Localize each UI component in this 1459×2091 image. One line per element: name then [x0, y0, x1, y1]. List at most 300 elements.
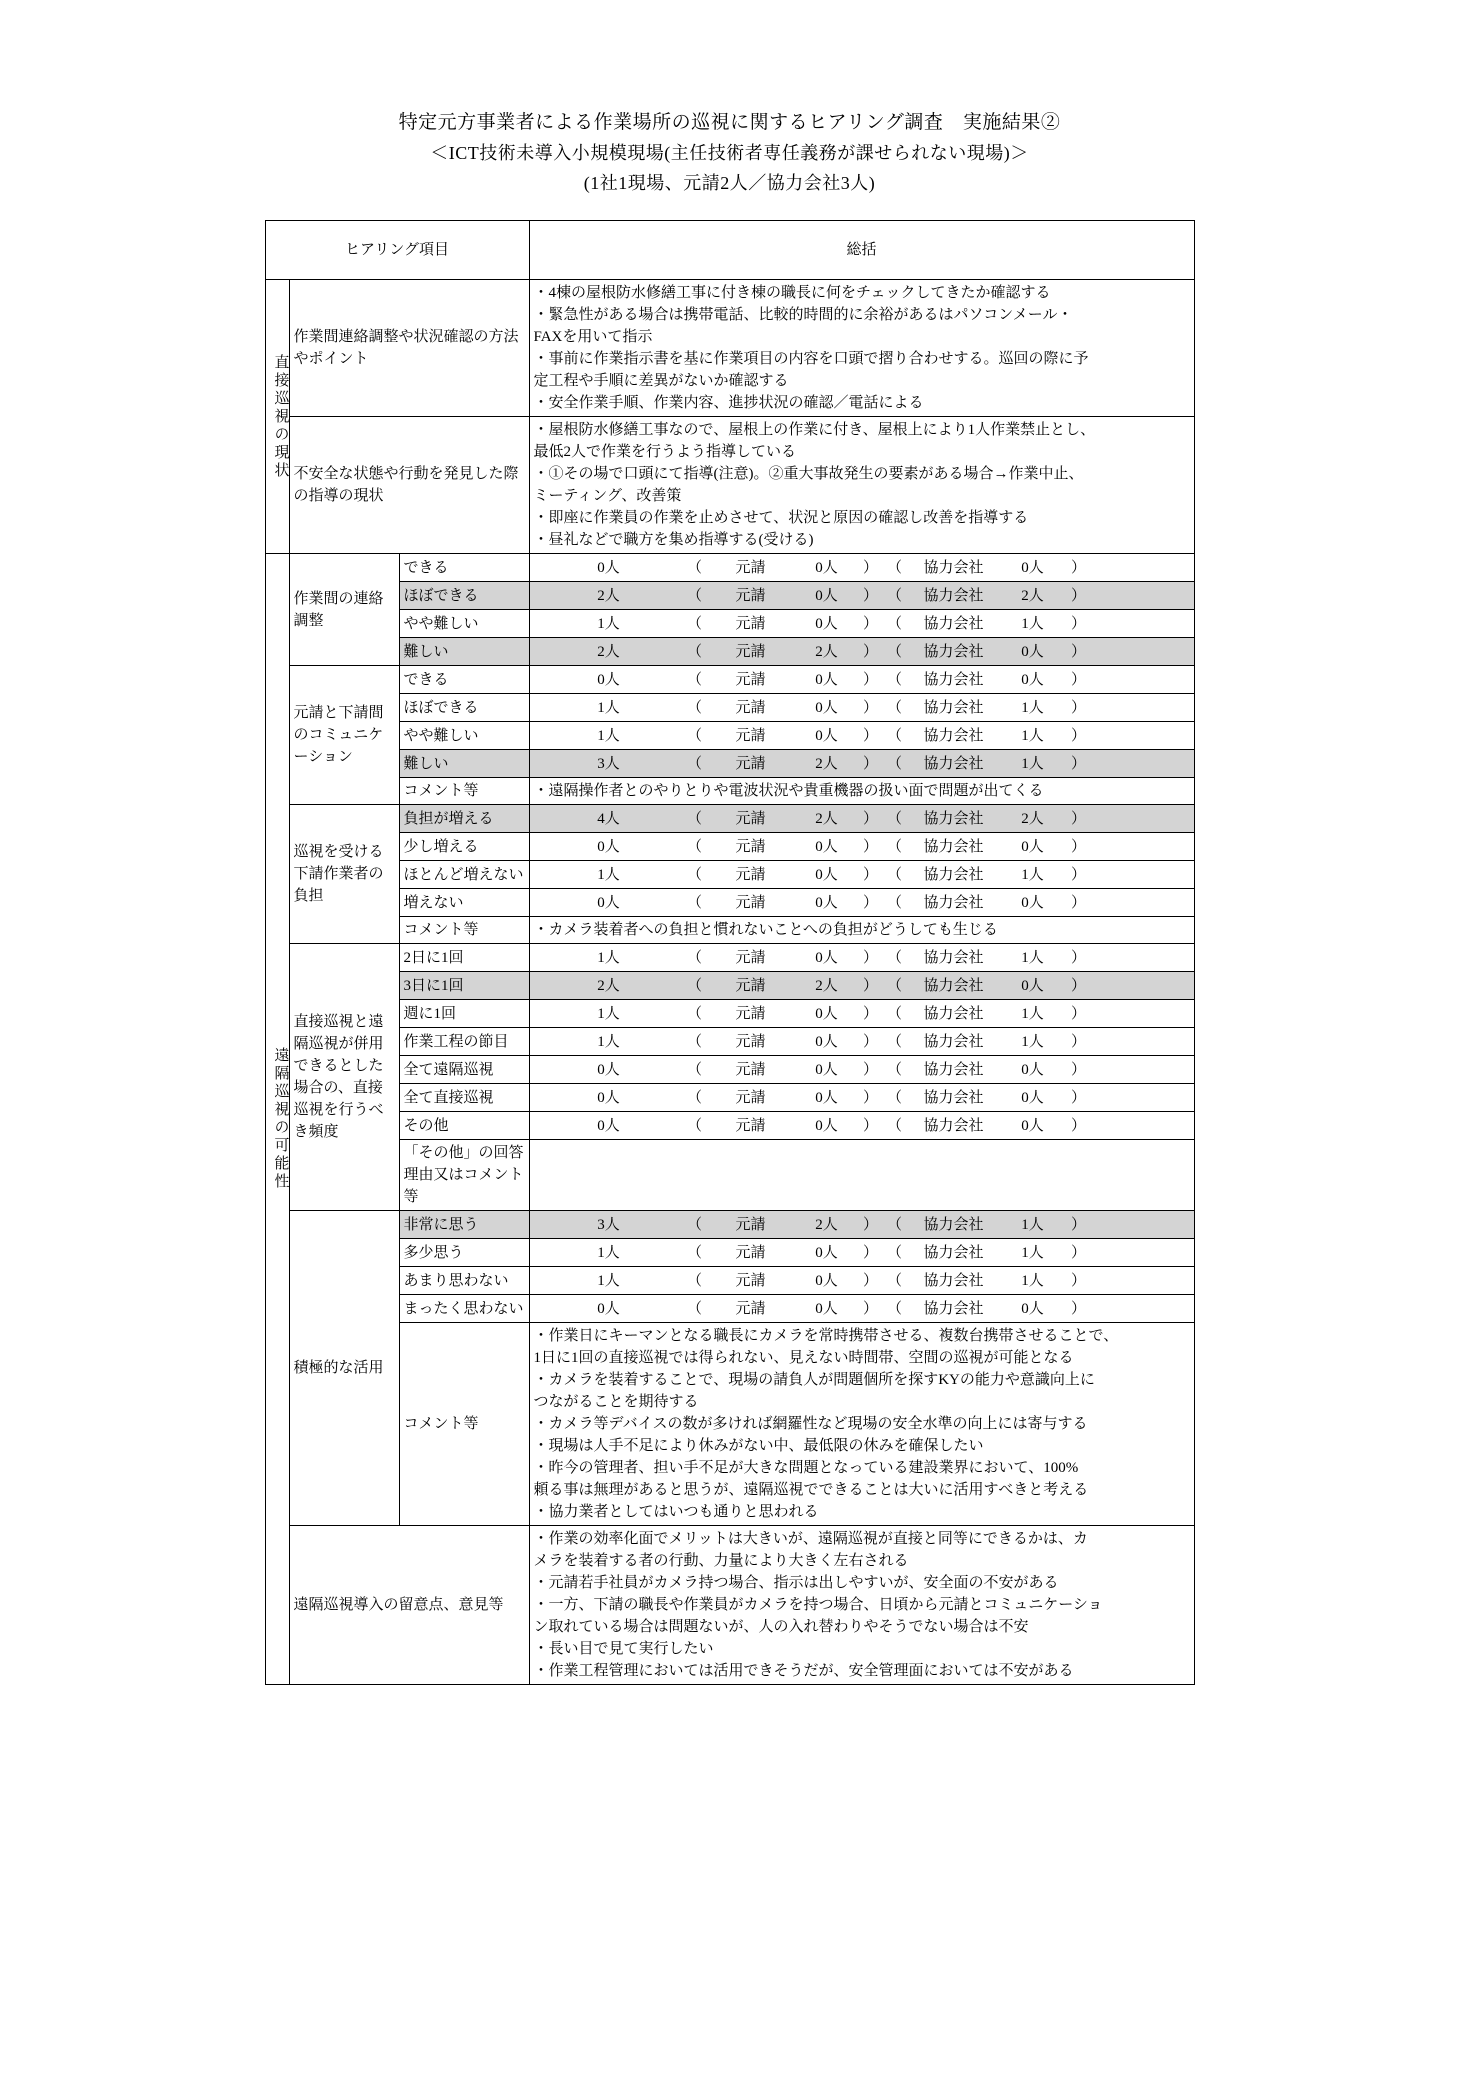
prime-contractor-label: 元請: [735, 1005, 766, 1022]
answer-row: [265, 1000, 1194, 1028]
answer-option-label: 難しい: [399, 638, 529, 666]
comment-row: [265, 1323, 1194, 1526]
paren-close-2: ）: [1070, 1033, 1086, 1050]
answer-counts-cell: [529, 582, 1194, 610]
paren-close: ）: [862, 977, 878, 994]
total-count: 3人: [597, 755, 620, 772]
partner-company-label: 協力会社: [923, 1005, 984, 1022]
comment-label: コメント等: [399, 778, 529, 805]
answer-counts-cell: [529, 1295, 1194, 1323]
answer-row: [265, 1084, 1194, 1112]
paren-open-2: （: [886, 615, 902, 632]
header-cell-summary: 総括: [529, 221, 1194, 280]
paren-open-2: （: [886, 838, 902, 855]
paren-open-2: （: [886, 643, 902, 660]
partner-company-label: 協力会社: [923, 755, 984, 772]
prime-contractor-label: 元請: [735, 810, 766, 827]
paren-close-2: ）: [1070, 949, 1086, 966]
answer-option-label: まったく思わない: [399, 1295, 529, 1323]
total-count: 0人: [597, 1061, 620, 1078]
partner-company-count: 0人: [1021, 838, 1044, 855]
total-count: 1人: [597, 949, 620, 966]
paren-open-2: （: [886, 1033, 902, 1050]
partner-company-label: 協力会社: [923, 1089, 984, 1106]
partner-company-count: 2人: [1021, 587, 1044, 604]
total-count: 0人: [597, 1117, 620, 1134]
answer-row: [265, 889, 1194, 917]
answer-row: [265, 1239, 1194, 1267]
prime-contractor-count: 0人: [815, 866, 838, 883]
paren-open: （: [686, 671, 702, 688]
paren-close: ）: [862, 1244, 878, 1261]
partner-company-count: 1人: [1021, 1272, 1044, 1289]
prime-contractor-count: 0人: [815, 1272, 838, 1289]
answer-option-label: その他: [399, 1112, 529, 1140]
answer-row: [265, 582, 1194, 610]
answer-row: [265, 972, 1194, 1000]
partner-company-count: 1人: [1021, 866, 1044, 883]
answer-option-label: 難しい: [399, 750, 529, 778]
paren-open-2: （: [886, 866, 902, 883]
paren-close-2: ）: [1070, 755, 1086, 772]
total-count: 0人: [597, 559, 620, 576]
paren-open: （: [686, 1244, 702, 1261]
answer-counts-cell: [529, 1084, 1194, 1112]
prime-contractor-label: 元請: [735, 894, 766, 911]
answer-row: [265, 1295, 1194, 1323]
summary-line: FAXを用いて指示: [533, 329, 653, 345]
answer-option-label: 非常に思う: [399, 1211, 529, 1239]
prime-contractor-count: 0人: [815, 671, 838, 688]
answer-option-label: やや難しい: [399, 610, 529, 638]
paren-close: ）: [862, 866, 878, 883]
prime-contractor-label: 元請: [735, 559, 766, 576]
table-header-row: [265, 221, 1194, 280]
section-label-remote-patrol: [265, 554, 289, 1685]
paren-close: ）: [862, 838, 878, 855]
prime-contractor-label: 元請: [735, 1033, 766, 1050]
answer-counts-cell: [529, 638, 1194, 666]
paren-open: （: [686, 1272, 702, 1289]
section1-row: [265, 280, 1194, 417]
paren-close: ）: [862, 1005, 878, 1022]
answer-option-label: やや難しい: [399, 722, 529, 750]
header-cell-item: ヒアリング項目: [265, 221, 529, 280]
comment-line: ・カメラを装着することで、現場の請負人が問題個所を探すKYの能力や意識向上に: [533, 1372, 1095, 1388]
hearing-item-label: 巡視を受ける下請作業者の負担: [289, 805, 399, 944]
comment-label: コメント等: [399, 1323, 529, 1526]
paren-close: ）: [862, 699, 878, 716]
paren-close-2: ）: [1070, 1216, 1086, 1233]
document-subtitle: ＜ICT技術未導入小規模現場(主任技術者専任義務が課せられない現場)＞: [430, 143, 1029, 163]
paren-open: （: [686, 894, 702, 911]
partner-company-label: 協力会社: [923, 838, 984, 855]
answer-counts-cell: [529, 889, 1194, 917]
paren-close: ）: [862, 1272, 878, 1289]
prime-contractor-count: 0人: [815, 587, 838, 604]
summary-cell: [529, 417, 1194, 554]
comment-line: ・カメラ装着者への負担と慣れないことへの負担がどうしても生じる: [533, 922, 998, 938]
paren-open-2: （: [886, 810, 902, 827]
partner-company-count: 0人: [1021, 1061, 1044, 1078]
comment-line: ・遠隔操作者とのやりとりや電波状況や貴重機器の扱い面で問題が出てくる: [533, 783, 1044, 799]
prime-contractor-count: 2人: [815, 643, 838, 660]
summary-line: 最低2人で作業を行うよう指導している: [533, 444, 797, 460]
paren-open: （: [686, 587, 702, 604]
prime-contractor-count: 0人: [815, 949, 838, 966]
prime-contractor-label: 元請: [735, 1089, 766, 1106]
partner-company-count: 0人: [1021, 671, 1044, 688]
paren-close: ）: [862, 1061, 878, 1078]
summary-line: ・昼礼などで職方を集め指導する(受ける): [533, 532, 814, 548]
total-count: 0人: [597, 1300, 620, 1317]
paren-close: ）: [862, 1089, 878, 1106]
paren-open: （: [686, 1061, 702, 1078]
total-count: 1人: [597, 1033, 620, 1050]
total-count: 0人: [597, 838, 620, 855]
prime-contractor-count: 0人: [815, 894, 838, 911]
paren-open-2: （: [886, 949, 902, 966]
paren-open-2: （: [886, 894, 902, 911]
answer-row: [265, 666, 1194, 694]
paren-open-2: （: [886, 977, 902, 994]
partner-company-label: 協力会社: [923, 866, 984, 883]
comment-line: つながることを期待する: [533, 1394, 699, 1410]
paren-close-2: ）: [1070, 894, 1086, 911]
paren-open-2: （: [886, 699, 902, 716]
comment-row: [265, 917, 1194, 944]
answer-counts-cell: [529, 833, 1194, 861]
prime-contractor-count: 2人: [815, 977, 838, 994]
paren-open-2: （: [886, 1061, 902, 1078]
answer-counts-cell: [529, 750, 1194, 778]
prime-contractor-label: 元請: [735, 643, 766, 660]
comment-line: ・現場は人手不足により休みがない中、最低限の休みを確保したい: [533, 1438, 984, 1454]
partner-company-label: 協力会社: [923, 1033, 984, 1050]
summary-line: ン取れている場合は問題ないが、人の入れ替わりやそうでない場合は不安: [533, 1619, 1029, 1635]
paren-open: （: [686, 615, 702, 632]
vertical-label-text: 直接巡視の現状: [272, 353, 289, 480]
section-label-direct-patrol: [265, 280, 289, 554]
prime-contractor-count: 0人: [815, 1005, 838, 1022]
partner-company-count: 0人: [1021, 894, 1044, 911]
partner-company-label: 協力会社: [923, 1300, 984, 1317]
hearing-item-label: 作業間連絡調整や状況確認の方法やポイント: [289, 280, 529, 417]
prime-contractor-label: 元請: [735, 1061, 766, 1078]
paren-open: （: [686, 866, 702, 883]
answer-row: [265, 833, 1194, 861]
prime-contractor-count: 0人: [815, 1117, 838, 1134]
answer-row: [265, 1211, 1194, 1239]
answer-counts-cell: [529, 1056, 1194, 1084]
comment-label: コメント等: [399, 917, 529, 944]
prime-contractor-count: 0人: [815, 699, 838, 716]
summary-line: メラを装着する者の行動、力量により大きく左右される: [533, 1553, 909, 1569]
paren-open-2: （: [886, 587, 902, 604]
hearing-item-label: 作業間の連絡調整: [289, 554, 399, 666]
summary-line: ・4棟の屋根防水修繕工事に付き棟の職長に何をチェックしてきたか確認する: [533, 285, 1051, 301]
comment-text-cell: [529, 1323, 1194, 1526]
paren-open: （: [686, 838, 702, 855]
answer-row: [265, 694, 1194, 722]
prime-contractor-count: 0人: [815, 727, 838, 744]
hearing-item-label: 遠隔巡視導入の留意点、意見等: [289, 1526, 529, 1685]
paren-close-2: ）: [1070, 699, 1086, 716]
paren-open: （: [686, 559, 702, 576]
partner-company-count: 1人: [1021, 727, 1044, 744]
comment-text-cell: [529, 778, 1194, 805]
paren-open: （: [686, 755, 702, 772]
total-count: 0人: [597, 894, 620, 911]
summary-line: ・作業工程管理においては活用できそうだが、安全管理面においては不安がある: [533, 1663, 1074, 1679]
paren-close: ）: [862, 615, 878, 632]
paren-open: （: [686, 1117, 702, 1134]
summary-line: ・即座に作業員の作業を止めさせて、状況と原因の確認し改善を指導する: [533, 510, 1029, 526]
paren-close: ）: [862, 727, 878, 744]
answer-option-label: できる: [399, 554, 529, 582]
answer-counts-cell: [529, 1267, 1194, 1295]
paren-open-2: （: [886, 1216, 902, 1233]
comment-line: ・カメラ等デバイスの数が多ければ網羅性など現場の安全水準の向上には寄与する: [533, 1416, 1088, 1432]
answer-counts-cell: [529, 694, 1194, 722]
total-count: 2人: [597, 587, 620, 604]
paren-close-2: ）: [1070, 1089, 1086, 1106]
answer-option-label: 3日に1回: [399, 972, 529, 1000]
partner-company-label: 協力会社: [923, 894, 984, 911]
prime-contractor-label: 元請: [735, 838, 766, 855]
paren-close: ）: [862, 643, 878, 660]
comment-text-cell: [529, 917, 1194, 944]
comment-label: 「その他」の回答理由又はコメント等: [399, 1140, 529, 1211]
partner-company-label: 協力会社: [923, 977, 984, 994]
prime-contractor-label: 元請: [735, 755, 766, 772]
document-subtitle-2: (1社1現場、元請2人／協力会社3人): [583, 173, 876, 193]
summary-line: ・作業の効率化面でメリットは大きいが、遠隔巡視が直接と同等にできるかは、カ: [533, 1531, 1088, 1547]
partner-company-count: 0人: [1021, 559, 1044, 576]
comment-line: ・昨今の管理者、担い手不足が大きな問題となっている建設業界において、100%: [533, 1460, 1079, 1476]
prime-contractor-count: 2人: [815, 755, 838, 772]
partner-company-label: 協力会社: [923, 727, 984, 744]
total-count: 1人: [597, 1005, 620, 1022]
paren-close: ）: [862, 1117, 878, 1134]
answer-option-label: 2日に1回: [399, 944, 529, 972]
paren-close-2: ）: [1070, 1061, 1086, 1078]
paren-open: （: [686, 1300, 702, 1317]
answer-option-label: 負担が増える: [399, 805, 529, 833]
answer-row: [265, 861, 1194, 889]
total-count: 1人: [597, 866, 620, 883]
paren-open-2: （: [886, 755, 902, 772]
paren-close: ）: [862, 949, 878, 966]
paren-close: ）: [862, 894, 878, 911]
answer-option-label: 全て遠隔巡視: [399, 1056, 529, 1084]
partner-company-count: 2人: [1021, 810, 1044, 827]
paren-close: ）: [862, 810, 878, 827]
partner-company-count: 0人: [1021, 643, 1044, 660]
prime-contractor-count: 0人: [815, 1300, 838, 1317]
partner-company-label: 協力会社: [923, 699, 984, 716]
hearing-item-label: 直接巡視と遠隔巡視が併用できるとした場合の、直接巡視を行うべき頻度: [289, 944, 399, 1211]
partner-company-label: 協力会社: [923, 1117, 984, 1134]
prime-contractor-label: 元請: [735, 699, 766, 716]
total-count: 4人: [597, 810, 620, 827]
answer-counts-cell: [529, 944, 1194, 972]
partner-company-label: 協力会社: [923, 671, 984, 688]
answer-counts-cell: [529, 1028, 1194, 1056]
prime-contractor-label: 元請: [735, 1117, 766, 1134]
answer-row: [265, 805, 1194, 833]
prime-contractor-label: 元請: [735, 977, 766, 994]
paren-close-2: ）: [1070, 587, 1086, 604]
paren-close-2: ）: [1070, 1005, 1086, 1022]
paren-close: ）: [862, 1300, 878, 1317]
prime-contractor-count: 0人: [815, 1244, 838, 1261]
partner-company-count: 1人: [1021, 1216, 1044, 1233]
total-count: 2人: [597, 977, 620, 994]
paren-open-2: （: [886, 559, 902, 576]
partner-company-label: 協力会社: [923, 559, 984, 576]
paren-open: （: [686, 1005, 702, 1022]
comment-line: 1日に1回の直接巡視では得られない、見えない時間帯、空間の巡視が可能となる: [533, 1350, 1074, 1366]
comment-text-cell: [529, 1140, 1194, 1211]
survey-results-table: [265, 220, 1195, 1685]
answer-counts-cell: [529, 805, 1194, 833]
answer-option-label: 全て直接巡視: [399, 1084, 529, 1112]
partner-company-label: 協力会社: [923, 810, 984, 827]
answer-row: [265, 610, 1194, 638]
answer-row: [265, 1028, 1194, 1056]
prime-contractor-count: 0人: [815, 838, 838, 855]
prime-contractor-label: 元請: [735, 1300, 766, 1317]
summary-line: ・安全作業手順、作業内容、進捗状況の確認／電話による: [533, 395, 924, 411]
answer-option-label: 週に1回: [399, 1000, 529, 1028]
answer-counts-cell: [529, 1112, 1194, 1140]
partner-company-count: 1人: [1021, 949, 1044, 966]
summary-line: ・元請若手社員がカメラ持つ場合、指示は出しやすいが、安全面の不安がある: [533, 1575, 1059, 1591]
total-count: 1人: [597, 1244, 620, 1261]
answer-counts-cell: [529, 972, 1194, 1000]
final-notes-row: [265, 1526, 1194, 1685]
answer-counts-cell: [529, 1211, 1194, 1239]
prime-contractor-count: 2人: [815, 1216, 838, 1233]
summary-cell: [529, 1526, 1194, 1685]
hearing-item-label: 積極的な活用: [289, 1211, 399, 1526]
summary-line: ・緊急性がある場合は携帯電話、比較的時間的に余裕があるはパソコンメール・: [533, 307, 1073, 323]
paren-close-2: ）: [1070, 559, 1086, 576]
prime-contractor-label: 元請: [735, 1272, 766, 1289]
comment-line: ・作業日にキーマンとなる職長にカメラを常時携帯させる、複数台携帯させることで、: [533, 1328, 1119, 1344]
paren-open: （: [686, 977, 702, 994]
partner-company-label: 協力会社: [923, 1272, 984, 1289]
paren-close-2: ）: [1070, 615, 1086, 632]
answer-option-label: できる: [399, 666, 529, 694]
paren-close: ）: [862, 1216, 878, 1233]
paren-open: （: [686, 1033, 702, 1050]
summary-line: ・①その場で口頭にて指導(注意)。②重大事故発生の要素がある場合→作業中止、: [533, 466, 1084, 482]
partner-company-count: 1人: [1021, 699, 1044, 716]
partner-company-label: 協力会社: [923, 1244, 984, 1261]
paren-open-2: （: [886, 1117, 902, 1134]
answer-option-label: 多少思う: [399, 1239, 529, 1267]
paren-open-2: （: [886, 1005, 902, 1022]
answer-counts-cell: [529, 861, 1194, 889]
paren-open: （: [686, 1216, 702, 1233]
paren-open: （: [686, 1089, 702, 1106]
partner-company-label: 協力会社: [923, 615, 984, 632]
section1-row: [265, 417, 1194, 554]
answer-row: [265, 638, 1194, 666]
total-count: 0人: [597, 671, 620, 688]
partner-company-label: 協力会社: [923, 949, 984, 966]
answer-option-label: 増えない: [399, 889, 529, 917]
paren-open-2: （: [886, 1300, 902, 1317]
answer-counts-cell: [529, 554, 1194, 582]
paren-open-2: （: [886, 1089, 902, 1106]
prime-contractor-label: 元請: [735, 615, 766, 632]
answer-option-label: あまり思わない: [399, 1267, 529, 1295]
comment-line: 頼る事は無理があると思うが、遠隔巡視でできることは大いに活用すべきと考える: [533, 1482, 1089, 1498]
paren-close-2: ）: [1070, 1244, 1086, 1261]
partner-company-count: 1人: [1021, 1005, 1044, 1022]
summary-line: 定工程や手順に差異がないか確認する: [533, 373, 789, 389]
answer-row: [265, 722, 1194, 750]
paren-close-2: ）: [1070, 727, 1086, 744]
paren-close: ）: [862, 671, 878, 688]
prime-contractor-label: 元請: [735, 866, 766, 883]
answer-row: [265, 1112, 1194, 1140]
answer-option-label: 少し増える: [399, 833, 529, 861]
partner-company-count: 0人: [1021, 977, 1044, 994]
paren-open-2: （: [886, 727, 902, 744]
total-count: 1人: [597, 699, 620, 716]
paren-open-2: （: [886, 671, 902, 688]
total-count: 1人: [597, 615, 620, 632]
prime-contractor-label: 元請: [735, 671, 766, 688]
prime-contractor-label: 元請: [735, 587, 766, 604]
prime-contractor-count: 2人: [815, 810, 838, 827]
answer-counts-cell: [529, 666, 1194, 694]
paren-open-2: （: [886, 1244, 902, 1261]
prime-contractor-count: 0人: [815, 1089, 838, 1106]
summary-line: ・長い目で見て実行したい: [533, 1641, 714, 1657]
paren-close-2: ）: [1070, 643, 1086, 660]
prime-contractor-count: 0人: [815, 1033, 838, 1050]
total-count: 0人: [597, 1089, 620, 1106]
total-count: 1人: [597, 727, 620, 744]
total-count: 1人: [597, 1272, 620, 1289]
answer-row: [265, 944, 1194, 972]
paren-close: ）: [862, 559, 878, 576]
summary-line: ・事前に作業指示書を基に作業項目の内容を口頭で摺り合わせする。巡回の際に予: [533, 351, 1089, 367]
answer-row: [265, 750, 1194, 778]
answer-option-label: ほぼできる: [399, 582, 529, 610]
summary-cell: [529, 280, 1194, 417]
answer-row: [265, 1056, 1194, 1084]
answer-option-label: ほぼできる: [399, 694, 529, 722]
comment-row: [265, 1140, 1194, 1211]
document-title: 特定元方事業者による作業場所の巡視に関するヒアリング調査 実施結果②: [398, 112, 1061, 133]
paren-close-2: ）: [1070, 866, 1086, 883]
paren-close-2: ）: [1070, 1300, 1086, 1317]
paren-close-2: ）: [1070, 977, 1086, 994]
prime-contractor-label: 元請: [735, 1216, 766, 1233]
prime-contractor-count: 0人: [815, 615, 838, 632]
prime-contractor-count: 0人: [815, 1061, 838, 1078]
partner-company-count: 0人: [1021, 1117, 1044, 1134]
answer-counts-cell: [529, 1239, 1194, 1267]
partner-company-label: 協力会社: [923, 643, 984, 660]
paren-close: ）: [862, 1033, 878, 1050]
